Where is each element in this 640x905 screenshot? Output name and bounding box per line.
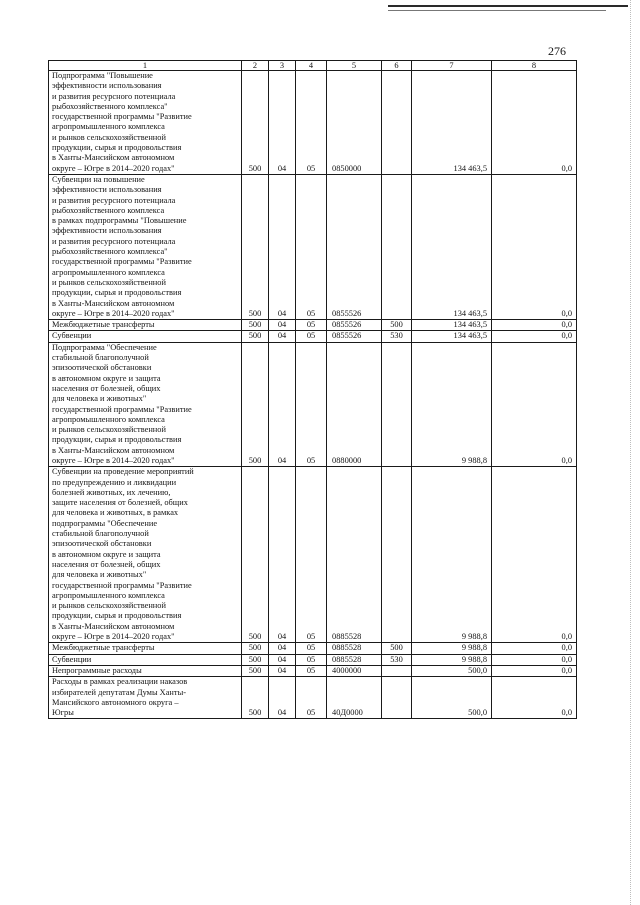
cell-target-code: 0880000 <box>327 342 382 467</box>
row-name: Субвенции <box>49 654 242 665</box>
row-name: Непрограммные расходы <box>49 665 242 676</box>
cell-subsection: 04 <box>269 71 296 175</box>
cell-item: 05 <box>296 677 327 719</box>
row-name: Расходы в рамках реализации наказов избирателей депутатам Думы Ханты- Мансийского автономного округа – Югры <box>49 677 242 719</box>
row-name: Субвенции на проведение мероприятий по предупреждению и ликвидации болезней животных, их лечению, защите населения от болезней, общих для человека и животных, в рамках подпрограммы "Обеспечение стабильной благополучной эпизоотической обстановки в автономном округе и защита населения от болезней, общих для человека и животных" государственной программы "Развитие агропромышленного комплекса и рынков сельскохозяйственной продукции, сырья и продовольствия в Ханты-Мансийском автономном округе – Югре в 2014–2020 годах" <box>49 467 242 643</box>
column-header: 1 <box>49 61 242 71</box>
cell-section: 500 <box>242 71 269 175</box>
cell-item: 05 <box>296 331 327 342</box>
table-row <box>49 71 577 175</box>
cell-expense-type: 500 <box>382 320 412 331</box>
cell-target-code: 4000000 <box>327 665 382 676</box>
cell-subsection: 04 <box>269 342 296 467</box>
table-row <box>49 342 577 467</box>
row-name: Подпрограмма "Повышение эффективности использования и развития ресурсного потенциала рыбохозяйственного комплекса" государственной программы "Развитие агропромышленного комплекса и рынков сельскохозяйственной продукции, сырья и продовольствия в Ханты-Мансийском автономном округе – Югре в 2014–2020 годах" <box>49 71 242 175</box>
cell-target-code: 0885528 <box>327 643 382 654</box>
cell-subsection: 04 <box>269 654 296 665</box>
cell-expense-type <box>382 71 412 175</box>
cell-subsection: 04 <box>269 665 296 676</box>
cell-expense-type <box>382 174 412 319</box>
cell-subsection: 04 <box>269 467 296 643</box>
table-row <box>49 174 577 319</box>
cell-section: 500 <box>242 677 269 719</box>
table-row <box>49 677 577 719</box>
cell-section: 500 <box>242 331 269 342</box>
cell-subsection: 04 <box>269 331 296 342</box>
cell-amount: 9 988,8 <box>412 467 492 643</box>
table-row <box>49 665 577 676</box>
cell-amount-fed: 0,0 <box>492 643 577 654</box>
page-edge <box>629 0 631 905</box>
cell-section: 500 <box>242 643 269 654</box>
cell-expense-type: 530 <box>382 654 412 665</box>
cell-amount: 134 463,5 <box>412 71 492 175</box>
cell-item: 05 <box>296 654 327 665</box>
cell-subsection: 04 <box>269 320 296 331</box>
header-rule-thin <box>388 10 606 11</box>
cell-amount: 9 988,8 <box>412 654 492 665</box>
cell-item: 05 <box>296 71 327 175</box>
table-row <box>49 331 577 342</box>
cell-section: 500 <box>242 320 269 331</box>
row-name: Субвенции <box>49 331 242 342</box>
cell-amount-fed: 0,0 <box>492 677 577 719</box>
cell-target-code: 0850000 <box>327 71 382 175</box>
cell-section: 500 <box>242 665 269 676</box>
column-header: 5 <box>327 61 382 71</box>
cell-expense-type: 500 <box>382 643 412 654</box>
cell-target-code: 0885528 <box>327 467 382 643</box>
column-header: 7 <box>412 61 492 71</box>
cell-amount: 134 463,5 <box>412 320 492 331</box>
cell-target-code: 0855526 <box>327 320 382 331</box>
cell-amount: 9 988,8 <box>412 643 492 654</box>
cell-item: 05 <box>296 174 327 319</box>
cell-amount-fed: 0,0 <box>492 342 577 467</box>
cell-amount: 500,0 <box>412 665 492 676</box>
cell-target-code: 0855526 <box>327 331 382 342</box>
row-name: Межбюджетные трансферты <box>49 320 242 331</box>
table-row <box>49 320 577 331</box>
cell-expense-type <box>382 342 412 467</box>
cell-subsection: 04 <box>269 643 296 654</box>
cell-item: 05 <box>296 320 327 331</box>
cell-amount-fed: 0,0 <box>492 320 577 331</box>
column-header: 6 <box>382 61 412 71</box>
table-row <box>49 467 577 643</box>
cell-amount-fed: 0,0 <box>492 71 577 175</box>
cell-target-code: 40Д0000 <box>327 677 382 719</box>
cell-subsection: 04 <box>269 677 296 719</box>
cell-expense-type <box>382 677 412 719</box>
cell-amount: 134 463,5 <box>412 331 492 342</box>
cell-expense-type <box>382 665 412 676</box>
cell-amount-fed: 0,0 <box>492 174 577 319</box>
page-number: 276 <box>548 44 566 58</box>
cell-item: 05 <box>296 665 327 676</box>
cell-section: 500 <box>242 467 269 643</box>
table-header-row <box>49 61 577 71</box>
cell-item: 05 <box>296 342 327 467</box>
cell-item: 05 <box>296 467 327 643</box>
cell-amount: 9 988,8 <box>412 342 492 467</box>
row-name: Субвенции на повышение эффективности использования и развития ресурсного потенциала рыбохозяйственного комплекса в рамках подпрограммы "Повышение эффективности использования и развития ресурсного потенциала рыбохозяйственного комплекса" государственной программы "Развитие агропромышленного комплекса и рынков сельскохозяйственной продукции, сырья и продовольствия в Ханты-Мансийском автономном округе – Югре в 2014–2020 годах" <box>49 174 242 319</box>
row-name: Подпрограмма "Обеспечение стабильной благополучной эпизоотической обстановки в автономном округе и защита населения от болезней, общих для человека и животных" государственной программы "Развитие агропромышленного комплекса и рынков сельскохозяйственной продукции, сырья и продовольствия в Ханты-Мансийском автономном округе – Югре в 2014–2020 годах" <box>49 342 242 467</box>
column-header: 8 <box>492 61 577 71</box>
header-rule-thick <box>388 5 628 7</box>
column-header: 2 <box>242 61 269 71</box>
cell-target-code: 0855526 <box>327 174 382 319</box>
cell-expense-type <box>382 467 412 643</box>
cell-item: 05 <box>296 643 327 654</box>
cell-section: 500 <box>242 174 269 319</box>
cell-section: 500 <box>242 342 269 467</box>
cell-subsection: 04 <box>269 174 296 319</box>
budget-table <box>48 60 577 719</box>
table-row <box>49 654 577 665</box>
cell-target-code: 0885528 <box>327 654 382 665</box>
cell-expense-type: 530 <box>382 331 412 342</box>
table-row <box>49 643 577 654</box>
cell-amount-fed: 0,0 <box>492 654 577 665</box>
row-name: Межбюджетные трансферты <box>49 643 242 654</box>
cell-amount: 500,0 <box>412 677 492 719</box>
column-header: 3 <box>269 61 296 71</box>
cell-section: 500 <box>242 654 269 665</box>
cell-amount-fed: 0,0 <box>492 665 577 676</box>
column-header: 4 <box>296 61 327 71</box>
cell-amount-fed: 0,0 <box>492 467 577 643</box>
cell-amount: 134 463,5 <box>412 174 492 319</box>
cell-amount-fed: 0,0 <box>492 331 577 342</box>
